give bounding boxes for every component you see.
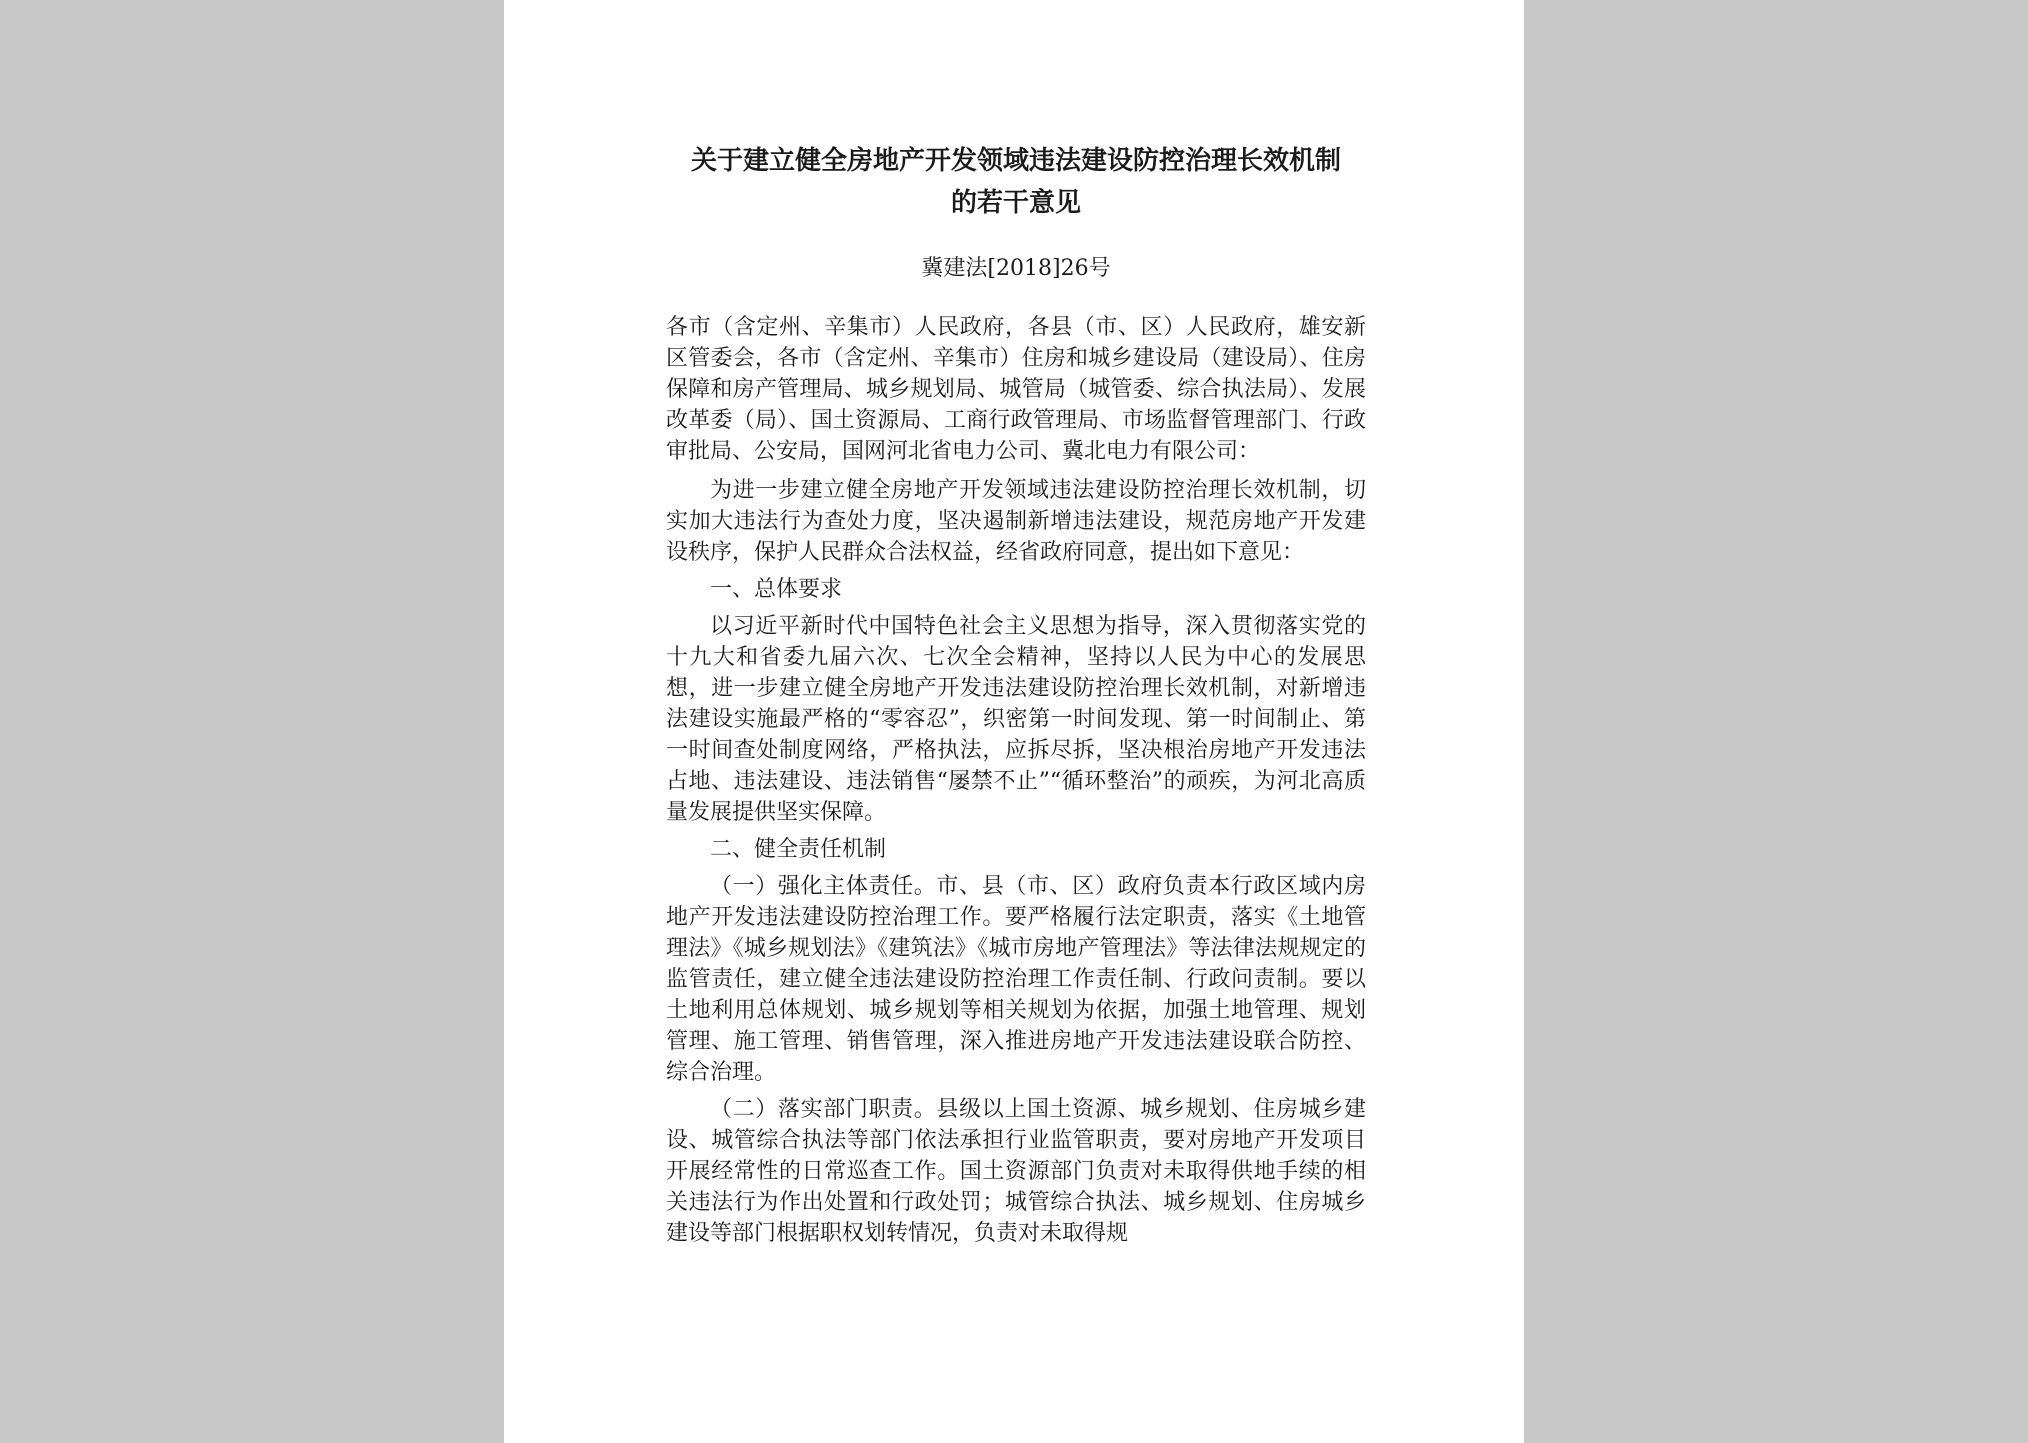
document-title [666, 140, 1366, 224]
document-number: 冀建法[2018]26号 [921, 256, 1111, 281]
section-heading-general-requirements: 一、总体要求 [710, 577, 843, 602]
item-strengthen-main-responsibility: （一）强化主体责任。市、县（市、区）政府负责本行政区域内房地产开发违法建设防控治理工作。要严格履行法定职责，落实《土地管理法》《城乡规划法》《建筑法》《城市房地产管理法》等法律法规规定的监管责任，建立健全违法建设防控治理工作责任制、行政问责制。要以土地利用总体规划、城乡规划等相关规划为依据，加强土地管理、规划管理、施工管理、销售管理，深入推进房地产开发违法建设联合防控、综合治理。 [666, 874, 1366, 1085]
section-heading-responsibility-mechanism: 二、健全责任机制 [710, 837, 887, 862]
section-body-general-requirements: 以习近平新时代中国特色社会主义思想为指导，深入贯彻落实党的十九大和省委九届六次、七次全会精神，坚持以人民为中心的发展思想，进一步建立健全房地产开发违法建设防控治理长效机制，对新增违法建设实施最严格的“零容忍”，织密第一时间发现、第一时间制止、第一时间查处制度网络，严格执法，应拆尽拆，坚决根治房地产开发违法占地、违法建设、违法销售“屡禁不止”“循环整治”的顽疾，为河北高质量发展提供坚实保障。 [666, 614, 1366, 825]
title-line-2: 的若干意见 [950, 188, 1081, 218]
title-line-1: 关于建立健全房地产开发领域违法建设防控治理长效机制 [690, 146, 1341, 176]
document-content [666, 140, 1366, 1255]
document-page [504, 0, 1524, 1443]
addressee-paragraph: 各市（含定州、辛集市）人民政府，各县（市、区）人民政府，雄安新区管委会，各市（含定州、辛集市）住房和城乡建设局（建设局）、住房保障和房产管理局、城乡规划局、城管局（城管委、综合执法局）、发展改革委（局）、国土资源局、工商行政管理局、市场监督管理部门、行政审批局、公安局，国网河北省电力公司、冀北电力有限公司： [666, 315, 1366, 464]
item-implement-department-duties: （二）落实部门职责。县级以上国土资源、城乡规划、住房城乡建设、城管综合执法等部门依法承担行业监管职责，要对房地产开发项目开展经常性的日常巡查工作。国土资源部门负责对未取得供地手续的相关违法行为作出处置和行政处罚；城管综合执法、城乡规划、住房城乡建设等部门根据职权划转情况，负责对未取得规 [666, 1097, 1366, 1246]
intro-paragraph: 为进一步建立健全房地产开发领域违法建设防控治理长效机制，切实加大违法行为查处力度，坚决遏制新增违法建设，规范房地产开发建设秩序，保护人民群众合法权益，经省政府同意，提出如下意见： [666, 478, 1366, 565]
